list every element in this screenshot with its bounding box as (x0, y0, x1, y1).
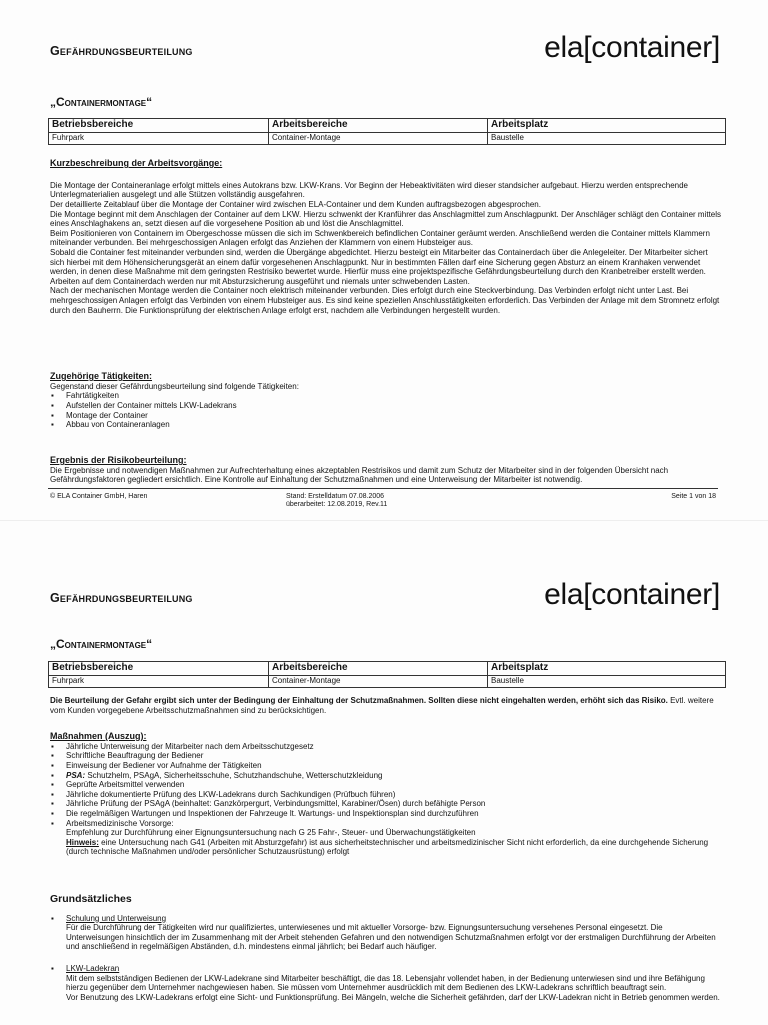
header-cell-betriebsbereiche: Betriebsbereiche (49, 119, 269, 133)
value-cell-arbeitsbereiche: Container-Montage (269, 676, 488, 688)
value-cell-arbeitsplatz: Baustelle (488, 133, 726, 145)
value-cell-betriebsbereiche: Fuhrpark (49, 676, 269, 688)
section-heading: Zugehörige Tätigkeiten: (50, 371, 153, 381)
header-table (48, 118, 726, 145)
section-heading: Kurzbeschreibung der Arbeitsvorgänge: (50, 158, 223, 168)
paragraph: Beim Positionieren von Containern im Obergeschosse müssen die sich im Schwenkbereich befindlichen Container geräumt werden. Anschließend werden die Container mittels Klammern miteinander verbunden. Bei mehrgeschossigen Anlagen erfolgt das Anziehen der Klammern von einem Hubsteiger aus. (50, 228, 710, 248)
header-table (48, 661, 726, 688)
section-heading: Maßnahmen (Auszug): (50, 731, 147, 741)
list-item: ▪ Jährliche Unterweisung der Mitarbeiter nach dem Arbeitsschutzgesetz (50, 742, 722, 752)
list-item: ▪ Geprüfte Arbeitsmittel verwenden (50, 780, 722, 790)
list-item: ▪ Einweisung der Bediener vor Aufnahme der Tätigkeiten (50, 761, 722, 771)
document-title: Gefährdungsbeurteilung (50, 44, 193, 58)
header-cell-arbeitsplatz: Arbeitsplatz (488, 662, 726, 676)
intro-rest: Evtl. weitere vom Kunden vorgegebene Arbeitsschutzmaßnahmen sind zu berücksichtigen. (50, 696, 714, 715)
footer-stand (286, 493, 387, 510)
activity-list (50, 391, 722, 429)
paragraph (50, 696, 722, 715)
item-title: LKW-Ladekran (66, 963, 120, 973)
intro-bold: Die Beurteilung der Gefahr ergibt sich unter der Bedingung der Einhaltung der Schutzmaßnahmen. Sollten diese nicht eingehalten werden, erhöht sich das Risiko. (50, 696, 668, 705)
paragraph: Gegenstand dieser Gefährdungsbeurteilung sind folgende Tätigkeiten: (50, 381, 299, 391)
list-item: ▪ Jährliche Prüfung der PSAgA (beinhaltet: Ganzkörpergurt, Verbindungsmittel, Karabiner/Ösen) durch befähigte Person (50, 799, 722, 809)
list-item (50, 771, 722, 781)
list-item: ▪ Schriftliche Beauftragung der Bediener (50, 751, 722, 761)
value-cell-betriebsbereiche: Fuhrpark (49, 133, 269, 145)
massnahmen-section (50, 731, 722, 857)
ergebnis-section (50, 455, 722, 485)
paragraph: Die Montage beginnt mit dem Anschlagen der Container auf dem LKW. Hierzu schwenkt der Kranführer das Anschlagmittel zum Anschlagpunkt. Der Anschläger schlägt den Container mittels eines Anschlaghakens an, setzt diesen auf die vorgesehene Position ab und löst die Anschlagmittel. (50, 209, 722, 229)
psa-text: Schutzhelm, PSAgA, Sicherheitsschuhe, Schutzhandschuhe, Wetterschutzkleidung (85, 770, 383, 780)
company-logo: ela[container] (544, 31, 720, 64)
document-subtitle: „Containermontage“ (50, 95, 153, 109)
page-footer (48, 488, 718, 514)
footer-stand-date: Stand: Erstelldatum 07.08.2006 (286, 493, 385, 500)
paragraph: Sobald die Container fest miteinander verbunden sind, werden die Übergänge abgedichtet. Hierzu besteigt ein Mitarbeiter das Containerdach über die Anlegeleiter. Der Mitarbeiter sichert sich hierbei mit dem Höhensicherungsgerät an einem dafür vorgesehenen Anschlagpunkt. Nur in bestimmten Fällen darf eine Sicherung gegen Absturz an einem Kranhaken verwendet werden, in denen diese Maßnahme mit dem geringsten Restrisiko bewertet wurde. Hierfür muss eine projektspezifische Gefährdungsbeurteilung durch den Kranbetreiber erstellt werden. Arbeiten auf dem Containerdach werden nur mit Absturzsicherung ausgeführt und niemals unter schwebenden Lasten. (50, 247, 708, 286)
paragraph: Vor Benutzung des LKW-Ladekrans erfolgt eine Sicht- und Funktionsprüfung. Bei Mängeln, welche die Sicherheit gefährden, darf der LKW-Ladekran nicht in Betrieb genommen werden. (66, 992, 720, 1002)
company-logo: ela[container] (544, 578, 720, 611)
psa-label: PSA: (66, 770, 86, 780)
footer-page-number: Seite 1 von 18 (671, 493, 716, 500)
list-item: ▪ Montage der Container (50, 411, 722, 421)
header-cell-arbeitsplatz: Arbeitsplatz (488, 119, 726, 133)
list-item: ▪ Arbeitsmedizinische Vorsorge: (50, 819, 722, 829)
paragraph: Für die Durchführung der Tätigkeiten wird nur qualifiziertes, unterwiesenes und mit aktueller Vorsorge- bzw. Eignungsuntersuchung versehenes Personal eingesetzt. Die Unterweisungen hinsichtlich der im Zusammenhang mit der Arbeit stehenden Gefahren und den notwendigen Schutzmaßnahmen erfolgt vor der erstmaligen Durchführung der Arbeiten und anschließend in regelmäßigen Abständen, d.h. mindestens einmal jährlich; bei Bedarf auch häufiger. (66, 923, 716, 952)
header-cell-arbeitsbereiche: Arbeitsbereiche (269, 662, 488, 676)
hinweis-label: Hinweis: (66, 837, 99, 847)
principles-list (50, 914, 722, 1003)
list-item (50, 914, 722, 952)
paragraph: Der detaillierte Zeitablauf über die Montage der Container wird zwischen ELA-Container und dem Kunden auftragsbezogen abgesprochen. (50, 199, 541, 209)
footer-company: © ELA Container GmbH, Haren (50, 493, 148, 500)
header-cell-arbeitsbereiche: Arbeitsbereiche (269, 119, 488, 133)
paragraph: Mit dem selbstständigen Bedienen der LKW-Ladekrane sind Mitarbeiter beschäftigt, die das 18. Lebensjahr vollendet haben, in der Bedienung unterwiesen sind und ihre Befähigung hierzu gegenüber dem Unternehmer nachgewiesen haben. Sie müssen vom Unternehmer ausdrücklich mit dem Bedienen des LKW-Ladekrans schriftlich beauftragt sein. (66, 973, 705, 993)
paragraph: Die Montage der Containeranlage erfolgt mittels eines Autokrans bzw. LKW-Krans. Vor Beginn der Hebeaktivitäten wird dieser standsicher aufgebaut. Hierzu werden entsprechende Unterlegmaterialien ausgelegt und alle Stützen vollständig ausgefahren. (50, 180, 688, 200)
list-item: ▪ Die regelmäßigen Wartungen und Inspektionen der Fahrzeuge lt. Wartungs- und Inspektionsplan sind durchzuführen (50, 809, 722, 819)
paragraph (66, 838, 722, 857)
value-cell-arbeitsplatz: Baustelle (488, 676, 726, 688)
paragraph: Empfehlung zur Durchführung einer Eignungsuntersuchung nach G 25 Fahr-, Steuer- und Überwachungstätigkeiten (66, 828, 476, 838)
list-item (50, 964, 722, 1002)
value-cell-arbeitsbereiche: Container-Montage (269, 133, 488, 145)
list-item: ▪ Fahrtätigkeiten (50, 391, 722, 401)
section-heading: Ergebnis der Risikobeurteilung: (50, 455, 187, 465)
paragraph: Nach der mechanischen Montage werden die Container noch elektrisch miteinander verbunden. Dies erfolgt durch eine Steckverbindung. Das Verbinden erfolgt nicht unter Last. Bei mehrgeschossigen Anlagen erfolgt das Verbinden von einem Hubsteiger aus. Es sind keine speziellen Anschlusstätigkeiten erforderlich. Das Verbinden der Anlage mit dem Stromnetz erfolgt durch den Bauherrn. Die Funktionsprüfung der elektrischen Anlage erfolgt erst, nachdem alle Verbindungen hergestellt wurden. (50, 286, 720, 315)
kurzbeschreibung-section (50, 158, 722, 315)
list-item: ▪ Aufstellen der Container mittels LKW-Ladekrans (50, 401, 722, 411)
section-heading: Grundsätzliches (50, 893, 132, 905)
list-item: ▪ Jährliche dokumentierte Prüfung des LKW-Ladekrans durch Sachkundigen (Prüfbuch führen) (50, 790, 722, 800)
paragraph: Die Ergebnisse und notwendigen Maßnahmen zur Aufrechterhaltung eines akzeptablen Restrisikos und damit zum Schutz der Mitarbeiter sind in der folgenden Übersicht nach Gefährdungsfaktoren gegliedert ersichtlich. Eine Kontrolle auf Einhaltung der Schutzmaßnahmen und eine Unterweisung der Mitarbeiter ist notwendig. (50, 465, 669, 485)
hinweis-text: eine Untersuchung nach G41 (Arbeiten mit Absturzgefahr) ist aus sicherheitstechnischer und arbeitsmedizinischer Sicht nicht erforderlich, da eine durchgehende Sicherung (durch technische Maßnahmen und/oder persönlicher Schutzausrüstung) erfolgt (66, 837, 709, 857)
measures-list (50, 742, 722, 828)
document-page-2 (0, 520, 768, 1025)
document-subtitle: „Containermontage“ (50, 637, 153, 651)
zugehoerige-section (50, 371, 722, 430)
item-title: Schulung und Unterweisung (66, 913, 167, 923)
footer-revision: überarbeitet: 12.08.2019, Rev.11 (286, 501, 388, 509)
header-cell-betriebsbereiche: Betriebsbereiche (49, 662, 269, 676)
risk-intro (50, 696, 722, 715)
list-item: ▪ Abbau von Containeranlagen (50, 420, 722, 430)
grundsaetzliches-section (50, 893, 722, 1002)
vorsorge-details (50, 828, 722, 857)
document-title: Gefährdungsbeurteilung (50, 591, 193, 605)
